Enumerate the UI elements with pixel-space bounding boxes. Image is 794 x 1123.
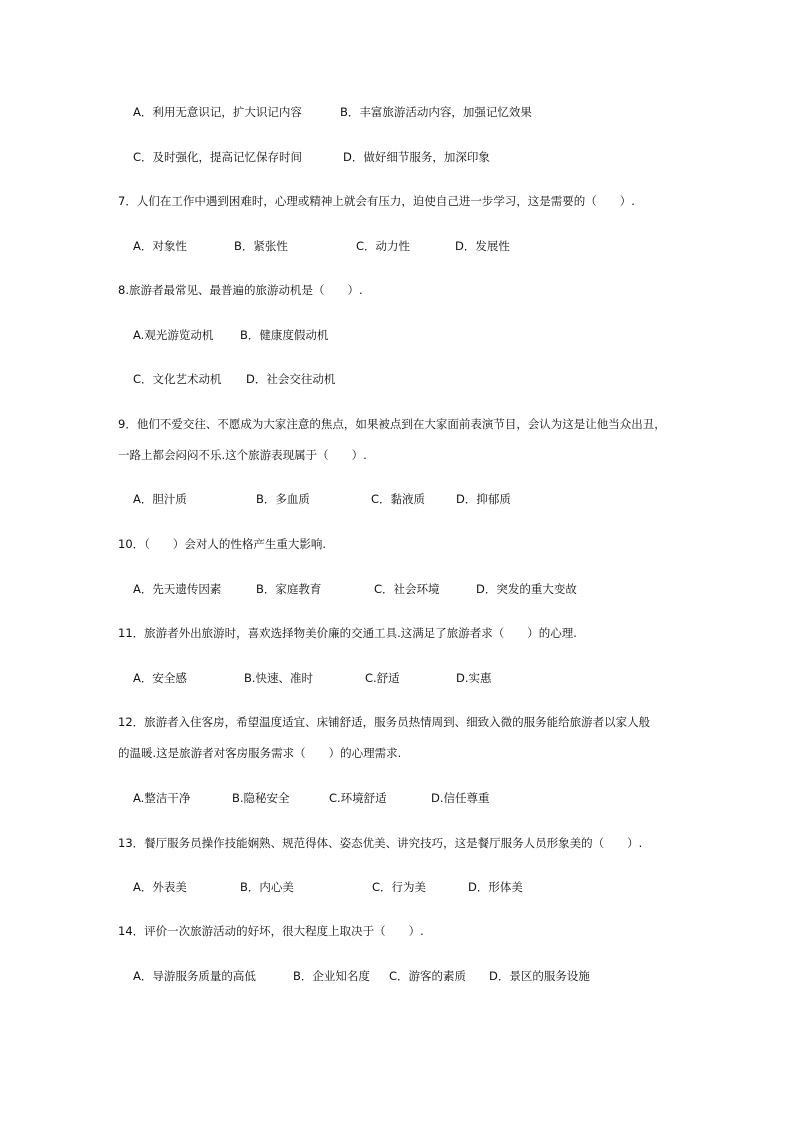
q14-option-a: A．导游服务质量的高低 — [133, 969, 256, 983]
q10-stem: 10．（ ）会对人的性格产生重大影响. — [118, 537, 327, 551]
q7-option-c: C．动力性 — [356, 239, 411, 253]
q8-option-c: C．文化艺术动机 — [133, 372, 222, 386]
q9-option-a: A．胆汁质 — [133, 492, 187, 506]
q10-option-c: C．社会环境 — [374, 582, 440, 596]
q11-stem: 11．旅游者外出旅游时，喜欢选择物美价廉的交通工具.这满足了旅游者求（ ）的心理. — [118, 626, 577, 640]
q12-option-b: B.隐秘安全 — [232, 791, 290, 805]
q7-option-d: D．发展性 — [455, 239, 510, 253]
q12-option-d: D.信任尊重 — [431, 791, 490, 805]
q6-option-c: C．及时强化，提高记忆保存时间 — [133, 150, 303, 164]
q14-option-c: C．游客的素质 — [389, 969, 467, 983]
q6-option-a: A．利用无意识记，扩大识记内容 — [133, 105, 302, 119]
q6-option-b: B．丰富旅游活动内容，加强记忆效果 — [340, 105, 532, 119]
q8-stem: 8.旅游者最常见、最普遍的旅游动机是（ ）. — [118, 283, 363, 297]
q10-option-b: B．家庭教育 — [256, 582, 322, 596]
q9-option-d: D．抑郁质 — [456, 492, 511, 506]
q12-option-a: A.整洁干净 — [133, 791, 191, 805]
q9-option-c: C．黏液质 — [371, 492, 426, 506]
q12-stem-line2: 的温暖.这是旅游者对客房服务需求（ ）的心理需求. — [118, 746, 402, 760]
q8-option-b: B．健康度假动机 — [240, 328, 329, 342]
q10-option-d: D．突发的重大变故 — [476, 582, 577, 596]
q11-option-a: A．安全感 — [133, 671, 187, 685]
q12-option-c: C.环境舒适 — [329, 791, 387, 805]
q14-stem: 14．评价一次旅游活动的好坏，很大程度上取决于（ ）. — [118, 924, 424, 938]
q6-option-d: D．做好细节服务，加深印象 — [343, 150, 490, 164]
q13-option-b: B．内心美 — [240, 880, 294, 894]
q11-option-d: D.实惠 — [456, 671, 492, 685]
q10-option-a: A．先天遗传因素 — [133, 582, 222, 596]
q13-option-d: D．形体美 — [468, 880, 523, 894]
q9-option-b: B．多血质 — [256, 492, 310, 506]
q12-stem-line1: 12．旅游者入住客房，希望温度适宜、床铺舒适，服务员热情周到、细致入微的服务能给旅游者以家人般 — [118, 715, 651, 729]
q13-stem: 13．餐厅服务员操作技能娴熟、规范得体、姿态优美、讲究技巧，这是餐厅服务人员形象美的（ ）. — [118, 836, 643, 850]
q11-option-b: B.快速、准时 — [244, 671, 314, 685]
q7-option-a: A．对象性 — [133, 239, 187, 253]
q14-option-d: D．景区的服务设施 — [489, 969, 590, 983]
q9-stem-line2: 一路上都会闷闷不乐.这个旅游表现属于（ ）. — [118, 448, 367, 462]
q7-stem: 7．人们在工作中遇到困难时，心理或精神上就会有压力，迫使自己进一步学习，这是需要的（ ）. — [118, 194, 635, 208]
q13-option-c: C．行为美 — [372, 880, 427, 894]
q14-option-b: B．企业知名度 — [293, 969, 370, 983]
q8-option-a: A.观光游览动机 — [133, 328, 214, 342]
q7-option-b: B．紧张性 — [234, 239, 288, 253]
q11-option-c: C.舒适 — [365, 671, 400, 685]
q13-option-a: A．外表美 — [133, 880, 187, 894]
q8-option-d: D．社会交往动机 — [246, 372, 336, 386]
q9-stem-line1: 9．他们不爱交往、不愿成为大家注意的焦点，如果被点到在大家面前表演节目，会认为这是让他当众出丑， — [118, 417, 666, 431]
